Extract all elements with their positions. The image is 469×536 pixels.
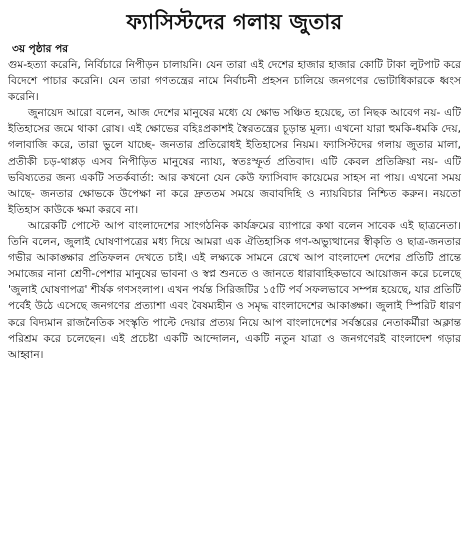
article-paragraph: গুম-হত্যা করেনি, নির্বিচারে নিপীড়ন চালায়নি। যেন তারা এই দেশের হাজার হাজার কোটি টাকা লুটপাট করে বিদেশে পাচার করেনি। যেন তারা গণতন্ত্রের নামে নির্বাচনী প্রহসন চালিয়ে জনগণের ভোটাধিকারকে ধ্বংস করেনি।	[8, 59, 461, 104]
headline: ফ্যাসিস্টদের গলায় জুতার	[126, 10, 343, 34]
article-paragraph: জুনায়েদ আরো বলেন, আজ দেশের মানুষের মধ্যে যে ক্ষোভ সঞ্চিত হয়েছে, তা নিছক আবেগ নয়- এটি ইতিহাসের জমে থাকা রোষ। এই ক্ষোভের বহিঃপ্রকাশই স্বৈরতন্ত্রের চূড়ান্ত মূল্য। এখনো যারা হুমকি-ধমকি দেয়, গলাবাজি করে, তারা ভুলে যাচ্ছে- জনতার প্রতিরোধই ইতিহাসের নিয়ম। ফ্যাসিস্টদের গলায় জুতার মালা, প্রতীকী চড়-থাপ্পড় এসব নিপীড়িত মানুষের ন্যায্য, স্বতঃস্ফূর্ত প্রতিবাদ। এটি কেবল প্রতিক্রিয়া নয়- এটি ভবিষ্যতের জন্য একটি সতর্কবার্তা: আর কখনো যেন কেউ ফ্যাসিবাদ কায়েমের সাহস না পায়। এখনো সময় আছে- জনতার ক্ষোভকে উপেক্ষা না করে দ্রুততম সময়ে জবাবদিহি ও ন্যায়বিচার নিশ্চিত করুন। নয়তো ইতিহাস কাউকে ক্ষমা করবে না।	[8, 107, 461, 216]
article-body	[8, 57, 461, 363]
continued-from-label: ৩য় পৃষ্ঠার পর	[12, 43, 69, 55]
article-paragraph: আরেকটি পোস্টে আপ বাংলাদেশের সাংগঠনিক কার্যক্রমের ব্যাপারে কথা বলেন সাবেক এই ছাত্রনেতা। তিনি বলেন, জুলাই ঘোষণাপত্রের মধ্য দিয়ে আমরা এক ঐতিহাসিক গণ-অভ্যুত্থানের স্বীকৃতি ও ছাত্র-জনতার গভীর আকাঙ্ক্ষার প্রতিফলন দেখতে চাই। এই লক্ষ্যকে সামনে রেখে আপ বাংলাদেশ দেশের প্রতিটি প্রান্তে সমাজের নানা শ্রেণী-পেশার মানুষের ভাবনা ও স্বপ্ন শুনতে ও জানতে ধারাবাহিকভাবে আয়োজন করে চলেছে 'জুলাই ঘোষণাপত্র' শীর্ষক গণসংলাপ। এখন পর্যন্ত সিরিজটির ১৫টি পর্ব সফলভাবে সম্পন্ন হয়েছে, যার প্রতিটি পর্বেই উঠে এসেছে জনগণের প্রত্যাশা এবং বৈষম্যহীন ও সমৃদ্ধ বাংলাদেশের আকাঙ্ক্ষা। জুলাই স্পিরিট ধারণ করে বিদ্যমান রাজনৈতিক সংস্কৃতি পাল্টে দেয়ার প্রত্যয় নিয়ে আপ বাংলাদেশের সর্বস্তরের নেতাকর্মীরা অক্লান্ত পরিশ্রম করে চলেছেন। এই প্রচেষ্টা একটি আন্দোলন, একটি নতুন যাত্রা ও জনগণেরই বাংলাদেশ গড়ার আহ্বান।	[8, 219, 461, 361]
